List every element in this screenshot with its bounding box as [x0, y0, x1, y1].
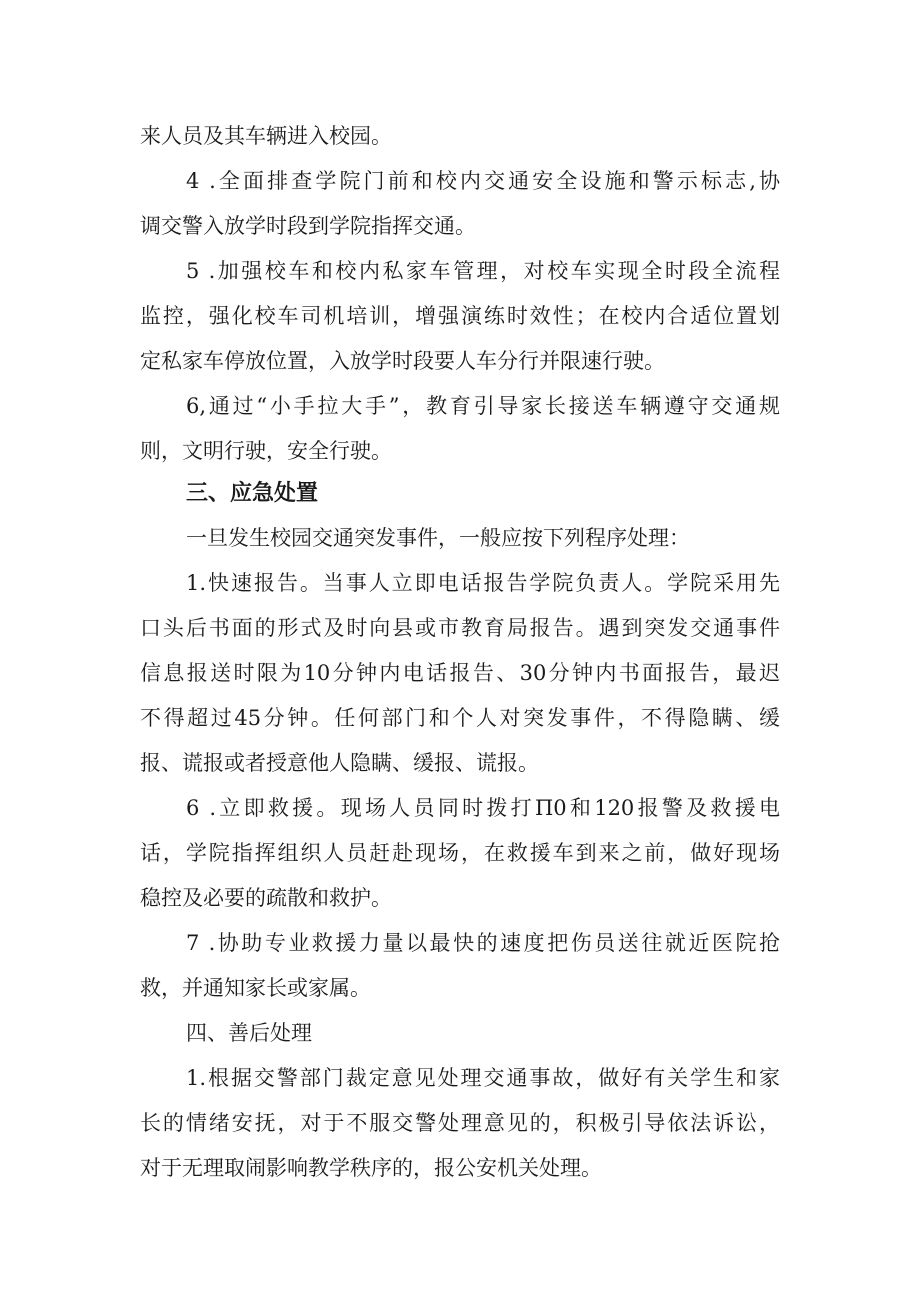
paragraph-line: 来人员及其车辆进入校园。	[140, 124, 392, 148]
paragraph-line: 稳控及必要的疏散和救护。	[140, 886, 392, 910]
section-heading: 三、应急处置	[186, 481, 319, 506]
paragraph-line: 7 .协助专业救援力量以最快的速度把伤员送往就近医院抢	[186, 931, 780, 955]
paragraph-line: 6 .立即救援。现场人员同时拨打Π0和120报警及救援电	[186, 796, 780, 820]
paragraph-line: 话，学院指挥组织人员赶赴现场，在救援车到来之前，做好现场	[140, 841, 780, 865]
paragraph-line: 1.快速报告。当事人立即电话报告学院负责人。学院采用先	[186, 571, 780, 595]
paragraph-line: 信息报送时限为10分钟内电话报告、30分钟内书面报告，最迟	[140, 661, 780, 685]
paragraph-line: 不得超过45分钟。任何部门和个人对突发事件，不得隐瞒、缓	[140, 706, 780, 730]
paragraph-line: 口头后书面的形式及时向县或市教育局报告。遇到突发交通事件	[140, 616, 780, 640]
paragraph-line: 报、谎报或者授意他人隐瞒、缓报、谎报。	[140, 751, 539, 775]
paragraph-line: 定私家车停放位置，入放学时段要人车分行并限速行驶。	[140, 349, 665, 373]
paragraph-line: 则，文明行驶，安全行驶。	[140, 439, 392, 463]
paragraph-line: 长的情绪安抚，对于不服交警处理意见的，积极引导依法诉讼，	[140, 1111, 780, 1135]
paragraph-line: 1.根据交警部门裁定意见处理交通事故，做好有关学生和家	[186, 1066, 780, 1090]
section-heading: 四、善后处理	[186, 1021, 312, 1045]
paragraph-line: 6,通过“小手拉大手”，教育引导家长接送车辆遵守交通规	[186, 394, 780, 418]
paragraph-line: 4 .全面排查学院门前和校内交通安全设施和警示标志,协	[186, 169, 780, 193]
paragraph-line: 对于无理取闹影响教学秩序的，报公安机关处理。	[140, 1156, 602, 1180]
paragraph-line: 5 .加强校车和校内私家车管理，对校车实现全时段全流程	[186, 259, 780, 283]
paragraph-line: 救，并通知家长或家属。	[140, 976, 371, 1000]
paragraph-line: 监控，强化校车司机培训，增强演练时效性；在校内合适位置划	[140, 304, 780, 328]
paragraph-line: 一旦发生校园交通突发事件，一般应按下列程序处理：	[186, 526, 690, 550]
paragraph-line: 调交警入放学时段到学院指挥交通。	[140, 214, 476, 238]
